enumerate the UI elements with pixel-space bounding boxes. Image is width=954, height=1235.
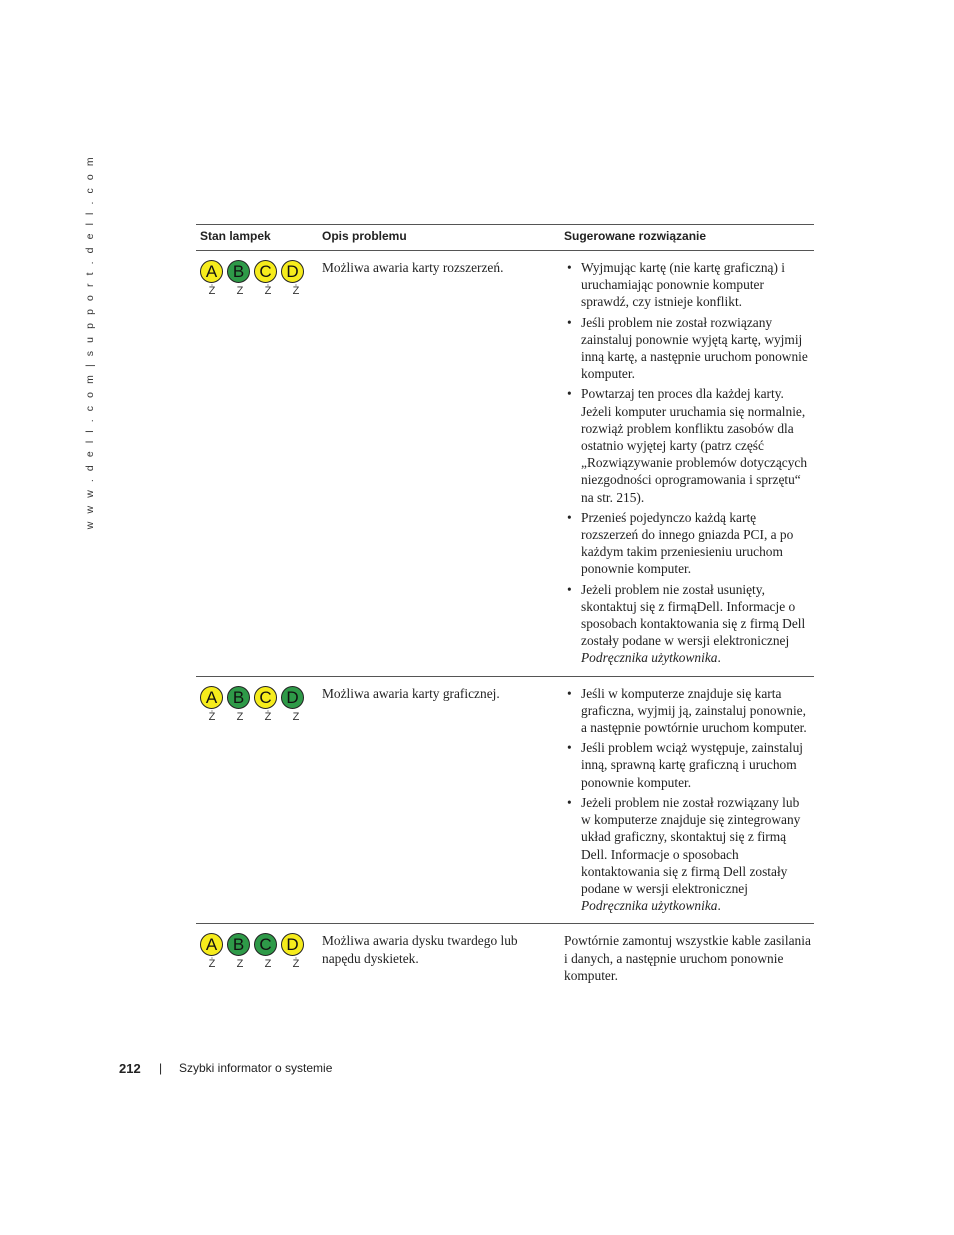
light-a-state: Ż	[208, 710, 216, 723]
manual-title: Podręcznika użytkownika	[581, 650, 718, 666]
solution-cell	[564, 924, 812, 990]
light-d-state: Ż	[292, 958, 300, 971]
light-d-icon: D	[281, 933, 304, 956]
light-c-state: Ż	[264, 710, 272, 723]
light-a-icon: A	[200, 686, 223, 709]
solution-item: • Jeśli w komputerze znajduje się karta graficzna, wyjmij ją, zainstaluj ponownie, a następnie powtórnie uruchom komputer.	[564, 685, 812, 737]
table-row	[196, 251, 814, 677]
light-a-icon: A	[200, 933, 223, 956]
header-solution: Sugerowane rozwiązanie	[564, 229, 707, 243]
solution-end: .	[717, 898, 721, 914]
solution-text: Powtórnie zamontuj wszystkie kable zasilania i danych, a następnie uruchom ponownie komputer.	[564, 933, 811, 983]
problem-description: Możliwa awaria dysku twardego lub napędu dyskietek.	[322, 933, 518, 966]
light-c-icon: C	[254, 260, 277, 283]
table-header	[196, 224, 814, 251]
light-c-state: Ż	[264, 285, 272, 297]
sidebar-url	[80, 154, 100, 530]
light-d-state: Z	[292, 710, 300, 723]
table-row	[196, 924, 814, 990]
light-c-state: Z	[264, 958, 272, 971]
light-b-icon: B	[227, 933, 250, 956]
light-b-state: Z	[236, 958, 244, 971]
solution-text: Jeżeli problem nie został rozwiązany lub w komputerze znajduje się zintegrowany układ graficzny, skontaktuj się z firmą Dell. Informacje o sposobach kontaktowania się z firmą Dell zostały podane w wersji elektronicznej	[581, 794, 801, 896]
page-number: 212	[119, 1061, 141, 1076]
sidebar-url-text: w w w . d e l l . c o m | s u p p o r t . d e l l . c o m	[84, 154, 97, 530]
light-pattern	[200, 933, 310, 970]
light-d-state: Ż	[292, 285, 300, 297]
problem-description: Możliwa awaria karty graficznej.	[322, 685, 500, 701]
solution-item: • Powtarzaj ten proces dla każdej karty. Jeżeli komputer uruchamia się normalnie, rozwiąż problem konfliktu zasobów dla ostatnio wyjętej karty (patrz część „Rozwiązywanie problemów dotyczących niezgodności oprogramowania i sprzętu“ na str. 215).	[564, 385, 812, 505]
light-a-state: Ż	[208, 285, 216, 297]
footer-separator: |	[159, 1061, 163, 1075]
light-d-icon: D	[281, 686, 304, 709]
table-row	[196, 677, 814, 925]
solution-cell	[564, 677, 812, 924]
solution-item: • Wyjmując kartę (nie kartę graficzną) i uruchamiając ponownie komputer sprawdź, czy istnieje konflikt.	[564, 259, 812, 311]
light-pattern	[200, 260, 310, 297]
solution-end: .	[717, 650, 721, 666]
solution-item: • Przenieś pojedynczo każdą kartę rozszerzeń do innego gniazda PCI, a po każdym takim przeniesieniu uruchom ponownie komputer.	[564, 509, 812, 578]
solution-item: • Jeśli problem nie został rozwiązany zainstaluj ponownie wyjętą kartę, wyjmij inną kartę, a następnie uruchom ponownie komputer.	[564, 314, 812, 383]
solution-item	[564, 794, 812, 914]
footer-title: Szybki informator o systemie	[179, 1061, 333, 1075]
solution-item	[564, 581, 812, 667]
light-c-icon: C	[254, 686, 277, 709]
light-c-icon: C	[254, 933, 277, 956]
solution-item: • Jeśli problem wciąż występuje, zainstaluj inną, sprawną kartę graficzną i uruchom ponownie komputer.	[564, 739, 812, 791]
light-b-state: Z	[236, 285, 244, 297]
problem-description: Możliwa awaria karty rozszerzeń.	[322, 260, 504, 275]
diagnostic-lights-table	[196, 224, 814, 990]
light-b-state: Z	[236, 710, 244, 723]
header-description: Opis problemu	[322, 229, 407, 243]
light-a-state: Ż	[208, 958, 216, 971]
solution-text: Jeżeli problem nie został usunięty, skontaktuj się z firmąDell. Informacje o sposobach kontaktowania się z firmą Dell zostały podane w wersji elektronicznej	[581, 581, 806, 649]
manual-title: Podręcznika użytkownika	[581, 898, 718, 914]
light-d-icon: D	[281, 260, 304, 283]
header-lights: Stan lampek	[200, 229, 271, 243]
light-b-icon: B	[227, 260, 250, 283]
light-a-icon: A	[200, 260, 223, 283]
light-pattern	[200, 686, 310, 723]
light-b-icon: B	[227, 686, 250, 709]
solution-cell	[564, 251, 812, 676]
